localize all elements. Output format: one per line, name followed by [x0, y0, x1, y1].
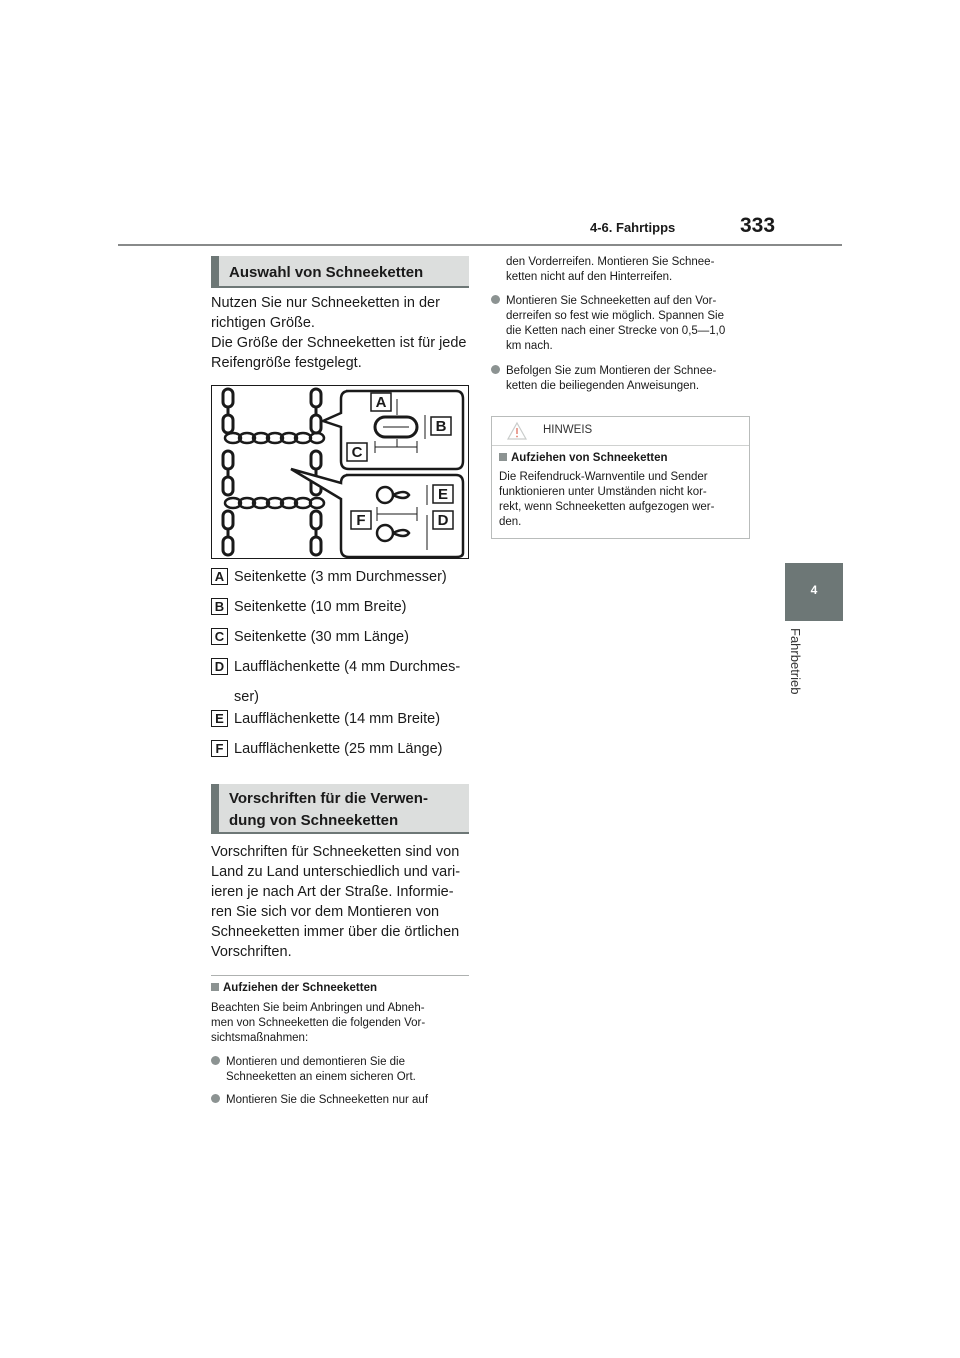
legend-text: Laufflächenkette (14 mm Breite)	[234, 711, 441, 727]
warning-triangle-icon	[506, 421, 528, 441]
section-header-chain-regulations	[211, 784, 469, 834]
figure-label: B	[435, 418, 447, 435]
figure-label: D	[437, 512, 449, 529]
legend-key: C	[211, 628, 228, 645]
body-line: men von Schneeketten die folgenden Vor-	[211, 1017, 426, 1029]
legend-text: Seitenkette (30 mm Länge)	[234, 629, 409, 645]
legend-key: D	[211, 658, 228, 675]
continuation-paragraph	[506, 255, 756, 285]
body-line: Vorschriften für Schneeketten sind von	[211, 844, 460, 860]
legend-text: Laufflächenkette (25 mm Länge)	[234, 741, 443, 757]
notice-title-text: Aufziehen von Schneeketten	[511, 452, 668, 464]
legend-item-f	[211, 739, 443, 759]
bullet-line: Schneeketten an einem sicheren Ort.	[226, 1071, 416, 1083]
legend-key: A	[211, 568, 228, 585]
intro-line: richtigen Größe.	[211, 315, 315, 331]
bullet-icon	[491, 295, 500, 304]
chapter-tab	[785, 563, 843, 621]
section-reference: 4-6. Fahrtipps	[590, 220, 676, 235]
legend-text	[234, 657, 460, 707]
bullet-line: die Ketten nach einer Strecke von 0,5—1,0	[506, 325, 726, 337]
legend-item-c	[211, 627, 409, 647]
legend-item-b	[211, 597, 406, 617]
legend-key: B	[211, 598, 228, 615]
body-line: Land zu Land unterschiedlich und vari-	[211, 864, 461, 880]
body-line: Schneeketten immer über die örtlichen	[211, 924, 460, 940]
body-line: Die Reifendruck-Warnventile und Sender	[499, 471, 708, 483]
intro-line: Reifengröße festgelegt.	[211, 355, 362, 371]
snow-chain-figure	[211, 385, 469, 559]
legend-key: F	[211, 740, 228, 757]
bullet-line: derreifen so fest wie möglich. Spannen Sie	[506, 310, 724, 322]
subsection-title-text: Aufziehen der Schneeketten	[223, 982, 378, 994]
legend-item-a	[211, 567, 447, 587]
legend-text: Seitenkette (3 mm Durchmesser)	[234, 569, 447, 585]
section-title	[219, 784, 469, 836]
bullet-line: Befolgen Sie zum Montieren der Schnee-	[491, 364, 755, 379]
body-line: den.	[499, 516, 522, 528]
legend-line: Laufflächenkette (4 mm Durchmes-	[234, 659, 461, 675]
bullet-line: Montieren und demontieren Sie die	[211, 1055, 469, 1070]
page-number: 333	[740, 214, 776, 237]
bullet-icon	[211, 1056, 220, 1065]
section-title-line: dung von Schneeketten	[229, 812, 399, 829]
legend-line: ser)	[234, 689, 259, 705]
body-line: rekt, wenn Schneeketten aufgezogen wer-	[499, 501, 715, 513]
square-bullet-icon	[211, 983, 219, 991]
notice-label: HINWEIS	[543, 424, 593, 436]
bullet-line: Montieren Sie die Schneeketten nur auf	[211, 1093, 469, 1108]
bullet-icon	[491, 365, 500, 374]
legend-key: E	[211, 710, 228, 727]
intro-line: Die Größe der Schneeketten ist für jede	[211, 335, 467, 351]
square-bullet-icon	[499, 453, 507, 461]
snow-chain-illustration	[211, 385, 469, 559]
bullet-item	[491, 364, 755, 394]
header-rule	[118, 244, 842, 246]
notice-paragraph	[499, 470, 747, 530]
bullet-line: km nach.	[506, 340, 553, 352]
regulations-paragraph	[211, 842, 469, 962]
figure-label: F	[356, 512, 366, 529]
figure-label: E	[437, 486, 449, 503]
notice-header	[492, 417, 749, 446]
intro-line: Nutzen Sie nur Schneeketten in der	[211, 295, 440, 311]
chapter-label: Fahrbetrieb	[788, 628, 803, 695]
body-line: Vorschriften.	[211, 944, 292, 960]
bullet-line: Montieren Sie Schneeketten auf den Vor-	[491, 294, 755, 309]
notice-box	[491, 416, 750, 539]
legend-item-d	[211, 657, 460, 707]
section-header-chain-selection	[211, 256, 469, 288]
bullet-line: ketten die beiliegenden Anweisungen.	[506, 380, 700, 392]
chapter-number: 4	[810, 583, 818, 597]
section-title-line: Vorschriften für die Verwen-	[229, 790, 428, 807]
legend-item-e	[211, 709, 440, 729]
figure-label: C	[351, 444, 363, 461]
intro-paragraph	[211, 293, 469, 373]
body-line: ieren je nach Art der Straße. Informie-	[211, 884, 454, 900]
body-line: Beachten Sie beim Anbringen und Abneh-	[211, 1002, 425, 1014]
subsection-paragraph	[211, 1001, 469, 1046]
body-line: den Vorderreifen. Montieren Sie Schnee-	[506, 256, 715, 268]
figure-label: A	[375, 394, 387, 411]
bullet-item	[491, 294, 755, 354]
body-line: ren Sie sich vor dem Montieren von	[211, 904, 440, 920]
section-title: Auswahl von Schneeketten	[229, 264, 424, 281]
body-line: funktionieren unter Umständen nicht kor-	[499, 486, 707, 498]
body-line: sichtsmaßnahmen:	[211, 1032, 309, 1044]
bullet-item	[211, 1055, 469, 1085]
body-line: ketten nicht auf den Hinterreifen.	[506, 271, 673, 283]
subsection-title	[211, 981, 377, 996]
bullet-icon	[211, 1094, 220, 1103]
subsection-rule	[211, 975, 469, 976]
notice-title	[499, 451, 668, 466]
legend-text: Seitenkette (10 mm Breite)	[234, 599, 407, 615]
bullet-item	[211, 1093, 469, 1108]
